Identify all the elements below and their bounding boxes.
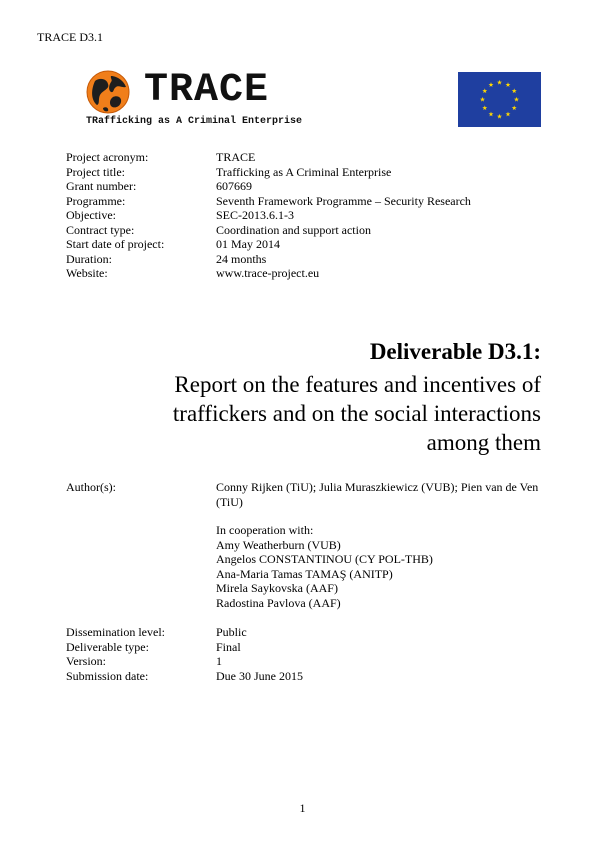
project-title-row <box>66 165 471 180</box>
deliverable-type-row <box>66 640 303 655</box>
info-label: Project title: <box>66 164 125 179</box>
info-value: TRACE <box>216 150 256 164</box>
info-value: Seventh Framework Programme – Security Research <box>216 193 471 208</box>
info-label: Submission date: <box>66 668 149 683</box>
authors-details <box>216 480 546 610</box>
info-label: Start date of project: <box>66 237 165 251</box>
info-value: 1 <box>216 654 222 668</box>
info-label: Duration: <box>66 251 112 266</box>
info-value: 607669 <box>216 179 252 193</box>
website-link[interactable]: www.trace-project.eu <box>216 266 320 280</box>
version-row <box>66 654 303 669</box>
deliverable-heading <box>131 338 541 457</box>
logo-wordmark: TRACE <box>144 68 270 113</box>
info-label: Project acronym: <box>66 150 149 164</box>
contract-type-row <box>66 223 471 238</box>
cooperation-item: Radostina Pavlova (AAF) <box>216 595 341 610</box>
authors-label: Author(s): <box>66 480 116 494</box>
deliverable-title: Deliverable D3.1: <box>369 339 541 364</box>
authors-names: Conny Rijken (TiU); Julia Muraszkiewicz (VUB); Pien van de Ven (TiU) <box>216 480 539 509</box>
deliverable-subtitle: Report on the features and incentives of traffickers and on the social interactions among them <box>172 372 541 455</box>
start-date-row <box>66 237 471 252</box>
info-value: Public <box>216 625 247 639</box>
info-value: Coordination and support action <box>216 222 371 237</box>
info-value: Trafficking as A Criminal Enterprise <box>216 164 392 179</box>
authors-section <box>66 480 546 610</box>
project-info-table <box>66 150 471 281</box>
info-label: Contract type: <box>66 222 135 237</box>
programme-row <box>66 194 471 209</box>
project-acronym-row <box>66 150 471 165</box>
page-header: TRACE D3.1 <box>37 30 103 44</box>
cooperation-heading: In cooperation with: <box>216 523 314 537</box>
page-number: 1 <box>299 801 306 815</box>
info-label: Website: <box>66 266 108 280</box>
submission-date-row <box>66 669 303 684</box>
cooperation-item: Amy Weatherburn (VUB) <box>216 537 341 552</box>
trace-logo <box>86 70 306 130</box>
info-value: 01 May 2014 <box>216 237 280 251</box>
website-row <box>66 266 471 281</box>
cooperation-item: Mirela Saykovska (AAF) <box>216 581 338 595</box>
info-label: Grant number: <box>66 179 137 193</box>
info-value: Due 30 June 2015 <box>216 668 303 683</box>
grant-number-row <box>66 179 471 194</box>
info-label: Deliverable type: <box>66 639 149 654</box>
cooperation-item: Angelos CONSTANTINOU (CY POL-THB) <box>216 552 433 566</box>
dissemination-level-row <box>66 625 303 640</box>
info-value: SEC-2013.6.1-3 <box>216 208 294 222</box>
info-label: Objective: <box>66 208 116 222</box>
info-label: Version: <box>66 654 106 668</box>
duration-row <box>66 252 471 267</box>
info-label: Programme: <box>66 193 126 208</box>
cooperation-item: Ana-Maria Tamas TAMAŞ (ANITP) <box>216 566 393 581</box>
info-label: Dissemination level: <box>66 625 165 639</box>
eu-flag-icon <box>458 72 541 127</box>
logo-tagline: TRafficking as A Criminal Enterprise <box>86 116 303 127</box>
objective-row <box>66 208 471 223</box>
info-value: 24 months <box>216 251 267 266</box>
deliverable-meta-table <box>66 625 303 683</box>
globe-icon <box>86 70 130 114</box>
info-value: Final <box>216 639 241 654</box>
